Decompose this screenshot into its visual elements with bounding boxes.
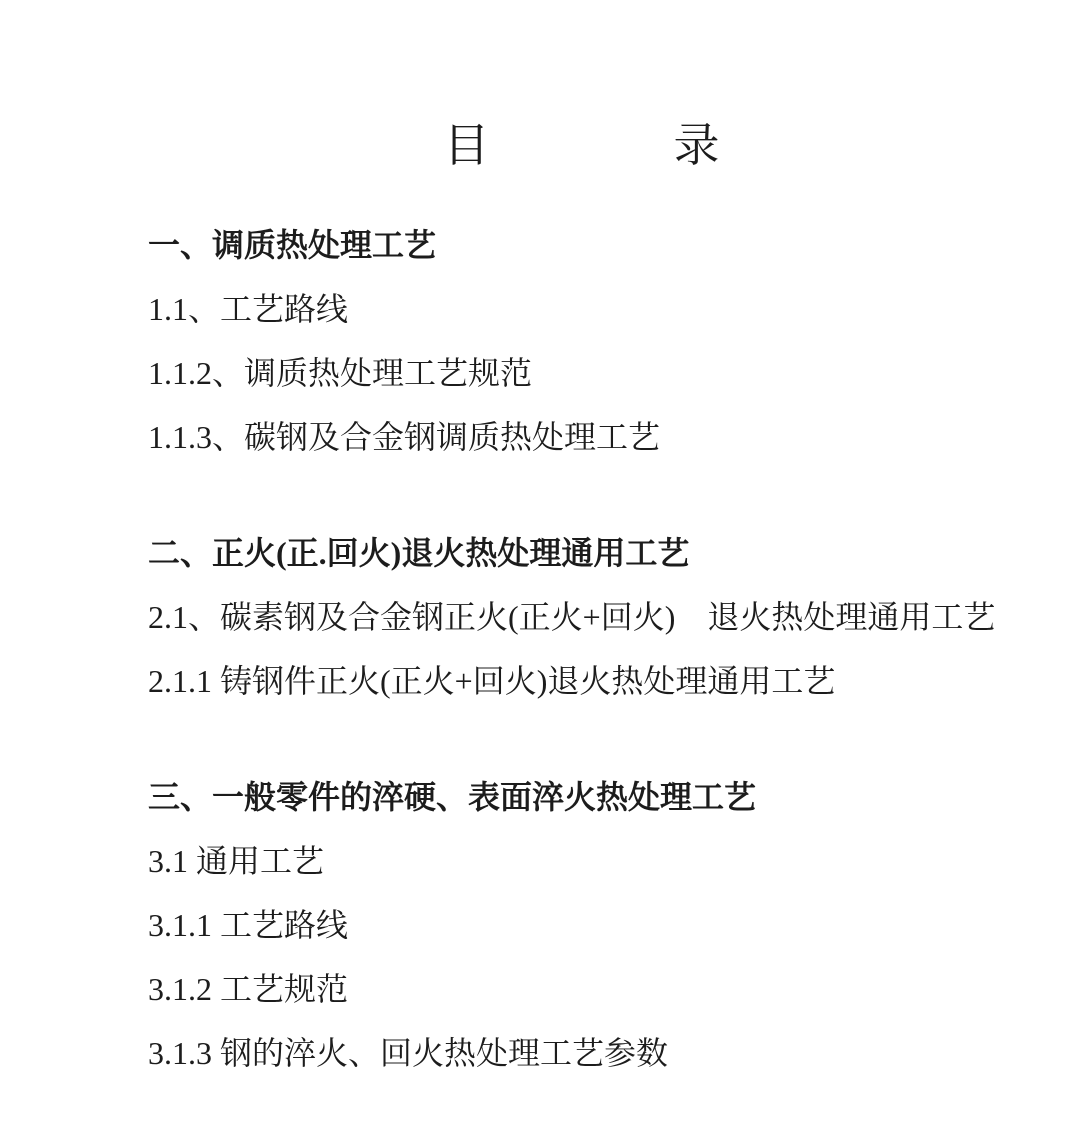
toc-entry: 2.1、碳素钢及合金钢正火(正火+回火) 退火热处理通用工艺 xyxy=(148,599,996,636)
toc-entry: 3.1 通用工艺 xyxy=(148,843,325,880)
toc-entry: 3.1.3 钢的淬火、回火热处理工艺参数 xyxy=(148,1035,669,1072)
page-title: 目 录 xyxy=(443,120,720,171)
toc-section-1-heading: 一、调质热处理工艺 xyxy=(148,227,437,264)
toc-entry: 2.1.1 铸钢件正火(正火+回火)退火热处理通用工艺 xyxy=(148,663,836,700)
toc-section-2-heading: 二、正火(正.回火)退火热处理通用工艺 xyxy=(148,535,690,572)
table-of-contents xyxy=(148,213,1015,1085)
toc-entry: 3.1.1 工艺路线 xyxy=(148,907,349,944)
toc-entry: 1.1.3、碳钢及合金钢调质热处理工艺 xyxy=(148,419,661,456)
toc-entry: 1.1.2、调质热处理工艺规范 xyxy=(148,355,533,392)
toc-entry: 1.1、工艺路线 xyxy=(148,291,349,328)
toc-entry: 3.1.2 工艺规范 xyxy=(148,971,349,1008)
toc-section-3-heading: 三、一般零件的淬硬、表面淬火热处理工艺 xyxy=(148,779,757,816)
